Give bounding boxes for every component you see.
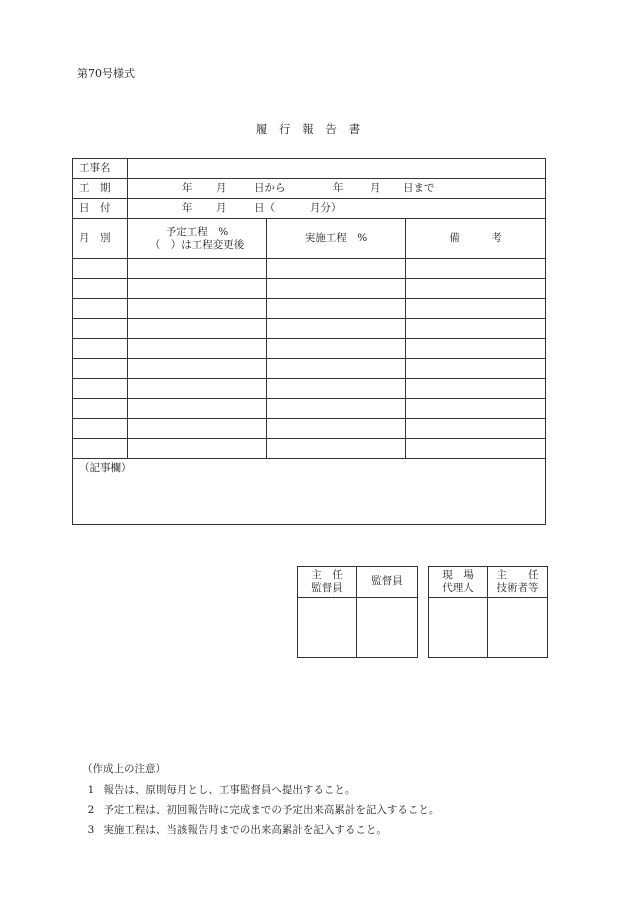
caution-item-text: 報告は、原則毎月とし、工事監督員へ提出すること。 [103,784,356,796]
remarks-cell[interactable] [406,419,546,439]
supervisor-seal-box[interactable] [357,598,418,658]
supervisor-label: 監督員 [357,567,418,598]
site-agent-label-line1: 現 場 [442,568,474,581]
month-cell[interactable] [73,359,128,379]
planned-progress-cell[interactable] [128,259,267,279]
actual-progress-cell[interactable] [267,299,406,319]
month-cell[interactable] [73,419,128,439]
month-cell[interactable] [73,339,128,359]
month-cell[interactable] [73,299,128,319]
site-agent-label [429,567,488,598]
planned-progress-header [128,219,267,259]
supervisor-stamp-box [297,566,418,658]
planned-progress-header-line1: 予定工程 % [165,225,229,238]
month-cell[interactable] [73,279,128,299]
project-name-label: 工事名 [73,159,128,179]
actual-progress-cell[interactable] [267,379,406,399]
chief-supervisor-seal-box[interactable] [298,598,357,658]
period-day-until: 日まで [403,182,435,194]
chief-engineer-seal-box[interactable] [488,598,548,658]
caution-item-number: 2 [87,804,95,816]
form-number: 第70号様式 [77,67,135,80]
planned-progress-cell[interactable] [128,339,267,359]
caution-item-number: 1 [87,784,95,796]
actual-progress-header: 実施工程 % [267,219,406,259]
contractor-stamp-box [428,566,548,658]
period-month1: 月 [216,182,227,194]
header-row [73,219,546,259]
actual-progress-cell[interactable] [267,419,406,439]
month-header: 月 別 [73,219,128,259]
month-cell[interactable] [73,259,128,279]
planned-progress-cell[interactable] [128,359,267,379]
caution-item [82,822,387,837]
period-row [73,179,546,199]
table-row [73,439,546,459]
caution-item-text: 予定工程は、初回報告時に完成までの予定出来高累計を記入すること。 [103,804,440,816]
table-row [73,319,546,339]
period-field[interactable] [128,179,546,199]
chief-supervisor-label-line2: 監督員 [311,582,343,594]
progress-report-table [72,158,546,525]
caution-heading: （作成上の注意） [82,763,166,775]
site-agent-label-line2: 代理人 [442,582,474,594]
planned-progress-header-line2: （ ）は工程変更後 [149,238,245,251]
month-cell[interactable] [73,439,128,459]
remarks-header: 備 考 [406,219,546,259]
notes-label: （記事欄） [79,462,132,474]
actual-progress-cell[interactable] [267,259,406,279]
remarks-cell[interactable] [406,299,546,319]
actual-progress-cell[interactable] [267,319,406,339]
actual-progress-cell[interactable] [267,279,406,299]
remarks-cell[interactable] [406,259,546,279]
period-year2: 年 [333,182,344,194]
period-label: 工 期 [73,179,128,199]
month-cell[interactable] [73,379,128,399]
project-name-field[interactable] [128,159,546,179]
date-year: 年 [182,202,193,214]
planned-progress-cell[interactable] [128,399,267,419]
caution-item-number: 3 [87,824,95,836]
planned-progress-cell[interactable] [128,299,267,319]
remarks-cell[interactable] [406,359,546,379]
remarks-cell[interactable] [406,339,546,359]
actual-progress-cell[interactable] [267,399,406,419]
caution-item-text: 実施工程は、当該報告月までの出来高累計を記入すること。 [103,824,387,836]
site-agent-seal-box[interactable] [429,598,488,658]
caution-item [82,802,439,817]
remarks-cell[interactable] [406,279,546,299]
actual-progress-cell[interactable] [267,359,406,379]
data-rows [73,259,546,459]
chief-engineer-label [488,567,548,598]
notes-field[interactable] [73,459,546,525]
table-row [73,279,546,299]
chief-engineer-label-line2: 技術者等 [496,582,539,594]
table-row [73,359,546,379]
table-row [73,259,546,279]
actual-progress-cell[interactable] [267,439,406,459]
month-cell[interactable] [73,399,128,419]
planned-progress-cell[interactable] [128,379,267,399]
planned-progress-cell[interactable] [128,439,267,459]
planned-progress-cell[interactable] [128,319,267,339]
table-row [73,339,546,359]
remarks-cell[interactable] [406,399,546,419]
table-row [73,419,546,439]
table-row [73,399,546,419]
period-month2: 月 [370,182,381,194]
chief-supervisor-label-line1: 主 任 [311,568,343,581]
date-month: 月 [216,202,227,214]
month-cell[interactable] [73,319,128,339]
chief-supervisor-label [298,567,357,598]
planned-progress-cell[interactable] [128,419,267,439]
date-row [73,199,546,219]
remarks-cell[interactable] [406,379,546,399]
date-label: 日 付 [73,199,128,219]
remarks-cell[interactable] [406,439,546,459]
remarks-cell[interactable] [406,319,546,339]
date-month-portion: 月分） [310,202,342,214]
planned-progress-cell[interactable] [128,279,267,299]
caution-item [82,782,355,797]
actual-progress-cell[interactable] [267,339,406,359]
table-row [73,379,546,399]
date-field[interactable] [128,199,546,219]
period-year1: 年 [182,182,193,194]
project-name-row [73,159,546,179]
date-day: 日（ [254,202,275,214]
document-title: 履 行 報 告 書 [255,122,365,136]
notes-row [73,459,546,525]
table-row [73,299,546,319]
period-day-from: 日から [254,182,286,194]
chief-engineer-label-line1: 主 任 [496,568,539,581]
